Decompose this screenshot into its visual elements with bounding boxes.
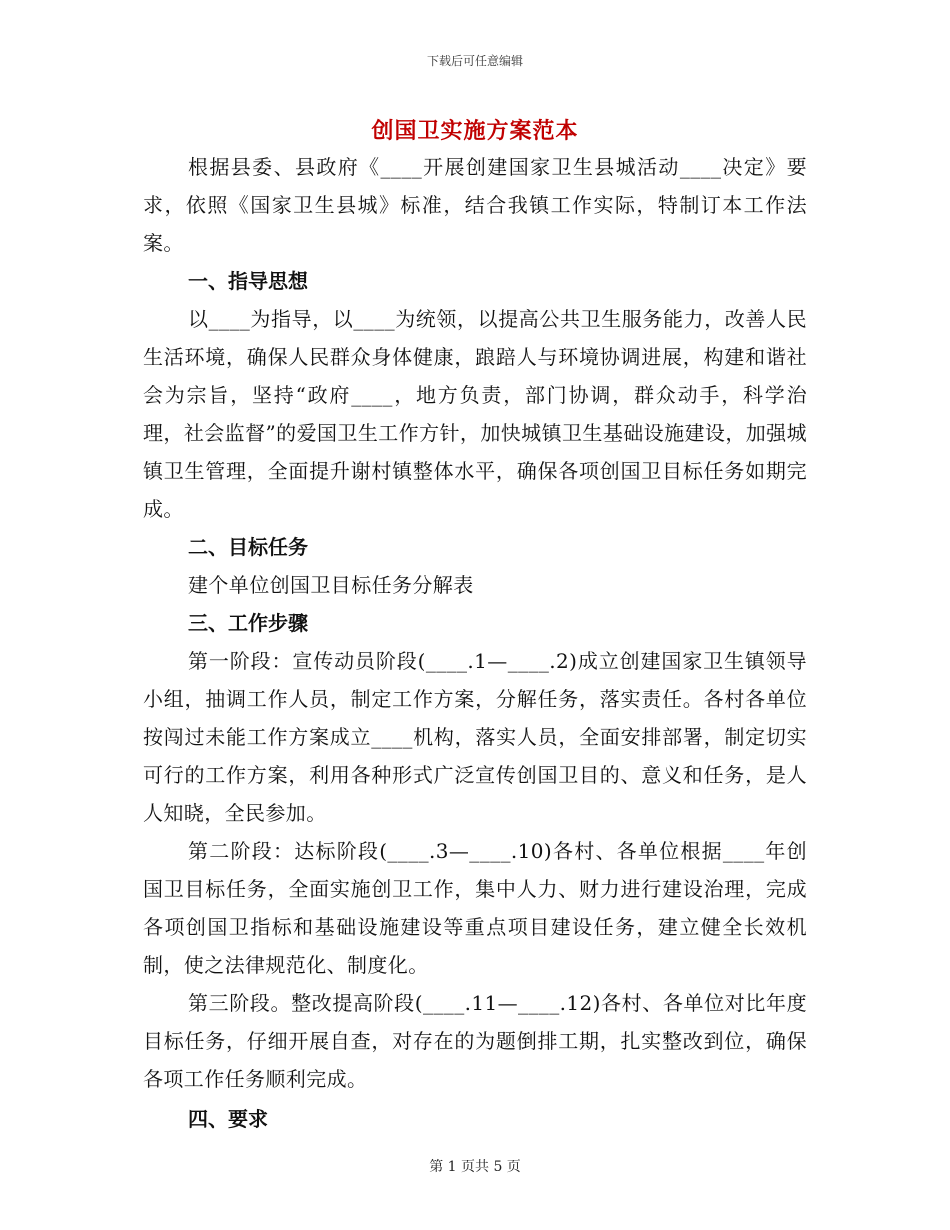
section-heading-requirements: 四、要求 [188,1107,268,1131]
document-body [143,148,807,1138]
page-footer: 第 1 页共 5 页 [429,1159,521,1175]
stage-three-paragraph: 第三阶段。整改提高阶段(____.11—____.12)各村、各单位对比年度目标任务，仔细开展自查，对存在的为题倒排工期，扎实整改到位，确保各项工作任务顺利完成。 [143,991,807,1091]
intro-paragraph: 根据县委、县政府《____开展创建国家卫生县城活动____决定》要求，依照《国家卫生县城》标准，结合我镇工作实际，特制订本工作法案。 [143,155,807,255]
stage-one-paragraph: 第一阶段：宣传动员阶段(____.1—____.2)成立创建国家卫生镇领导小组，抽调工作人员，制定工作方案，分解任务，落实责任。各村各单位按闯过未能工作方案成立____机构，落实人员，全面安排部署，制定切实可行的工作方案，利用各种形式广泛宣传创国卫目的、意义和任务，是人人知晓，全民参加。 [143,649,807,825]
document-title: 创国卫实施方案范本 [371,118,579,144]
header-note: 下载后可任意编辑 [426,54,523,68]
section-heading-guiding-ideology: 一、指导思想 [188,269,308,293]
section-heading-work-steps: 三、工作步骤 [188,611,308,635]
section-heading-objectives: 二、目标任务 [188,535,308,559]
guiding-ideology-paragraph: 以____为指导，以____为统领，以提高公共卫生服务能力，改善人民生活环境，确保人民群众身体健康，踉踣人与环境协调进展，构建和谐社会为宗旨，坚持“政府____，地方负责，部门协调，群众动手，科学治理，社会监督”的爱国卫生工作方针，加快城镇卫生基础设施建设，加强城镇卫生管理，全面提升谢村镇整体水平，确保各项创国卫目标任务如期完成。 [143,307,807,521]
objectives-paragraph: 建个单位创国卫目标任务分解表 [188,573,474,597]
stage-two-paragraph: 第二阶段：达标阶段(____.3—____.10)各村、各单位根据____年创国卫目标任务，全面实施创卫工作，集中人力、财力进行建设治理，完成各项创国卫指标和基础设施建设等重点项目建设任务，建立健全长效机制，使之法律规范化、制度化。 [143,839,807,977]
